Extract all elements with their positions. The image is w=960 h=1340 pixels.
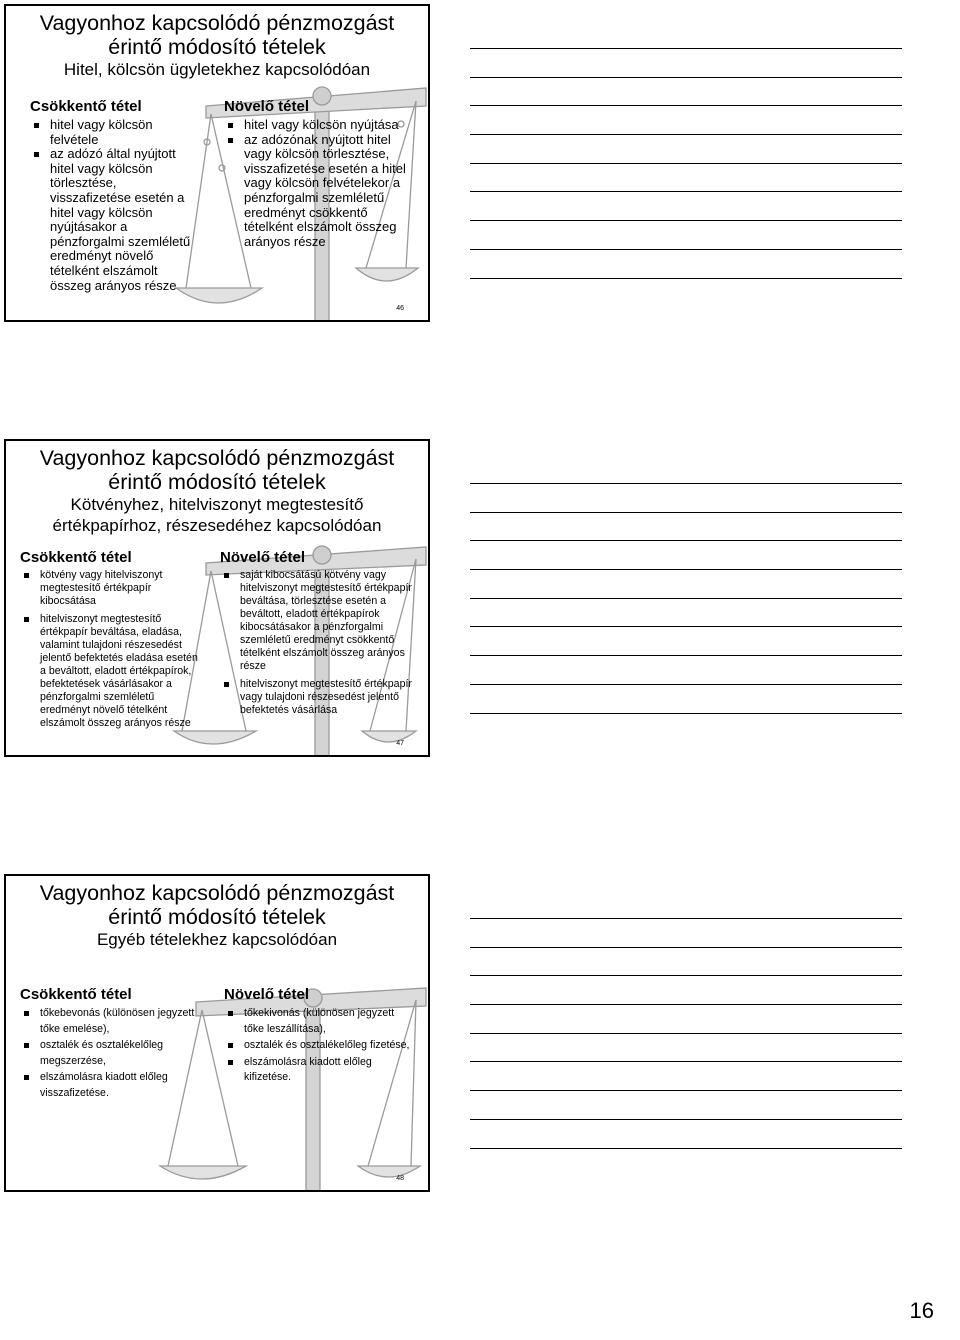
- note-line: [470, 1090, 902, 1091]
- notes-lines: [470, 918, 902, 1176]
- slide-number: 46: [396, 305, 404, 312]
- column-heading: Csökkentő tétel: [30, 98, 142, 115]
- note-line: [470, 278, 902, 279]
- list-item: hitelviszonyt megtestesítő értékpapír vagy tulajdoni részesedést jelentő befektetés vásárlása: [220, 678, 420, 717]
- note-line: [470, 163, 902, 164]
- notes-lines: [470, 483, 902, 741]
- increasing-items-column: [220, 549, 420, 722]
- slide-subtitle-line: értékpapírhoz, részesedéhez kapcsolódóan: [52, 516, 382, 535]
- slide-title-line: Vagyonhoz kapcsolódó pénzmozgást: [39, 881, 395, 905]
- increasing-items-column: [224, 986, 414, 1087]
- list-item: tőkekivonás (különösen jegyzett tőke leszállítása),: [224, 1006, 414, 1037]
- column-heading: Növelő tétel: [224, 98, 310, 115]
- list-item: saját kibocsátású kötvény vagy hitelviszonyt megtestesítő értékpapír beváltása, törlesztése esetén a beváltott, eladott értékpapírok kibocsátásakor a pénzforgalmi szemléletű eredményt csökkentő tételként elszámolt összeg arányos része: [220, 569, 420, 673]
- note-line: [470, 975, 902, 976]
- decreasing-items-column: [20, 986, 200, 1102]
- decreasing-items-column: [30, 98, 200, 293]
- note-line: [470, 48, 902, 49]
- list-item: osztalék és osztalékelőleg fizetése,: [224, 1038, 414, 1054]
- slide-47: [4, 439, 430, 757]
- slide-46: [4, 4, 430, 322]
- note-line: [470, 1061, 902, 1062]
- note-line: [470, 1004, 902, 1005]
- list-item: osztalék és osztalékelőleg megszerzése,: [20, 1038, 200, 1069]
- note-line: [470, 105, 902, 106]
- column-heading: Csökkentő tétel: [20, 986, 132, 1003]
- page-number: 16: [909, 1298, 934, 1323]
- list-item: tőkebevonás (különösen jegyzett tőke emelése),: [20, 1006, 200, 1037]
- slide-number: 48: [396, 1175, 404, 1182]
- slide-subtitle-line: Kötvényhez, hitelviszonyt megtestesítő: [70, 495, 364, 514]
- note-line: [470, 540, 902, 541]
- list-item: kötvény vagy hitelviszonyt megtestesítő értékpapír kibocsátása: [20, 569, 200, 608]
- slide-subtitle-line: Egyéb tételekhez kapcsolódóan: [96, 930, 338, 949]
- note-line: [470, 483, 902, 484]
- list-item: elszámolásra kiadott előleg kifizetése.: [224, 1055, 414, 1086]
- decreasing-items-column: [20, 549, 200, 735]
- slide-title-line: érintő módosító tételek: [108, 905, 326, 929]
- note-line: [470, 918, 902, 919]
- note-line: [470, 134, 902, 135]
- note-line: [470, 220, 902, 221]
- slide-title-line: Vagyonhoz kapcsolódó pénzmozgást: [39, 11, 395, 35]
- list-item: az adózónak nyújtott hitel vagy kölcsön törlesztése, visszafizetése esetén a hitel vagy kölcsön felvételekor a pénzforgalmi szemléletű eredményt csökkentő tételként elszámolt összeg arányos része: [224, 133, 414, 250]
- slide-title-line: érintő módosító tételek: [108, 35, 326, 59]
- list-item: az adózó által nyújtott hitel vagy kölcsön törlesztése, visszafizetése esetén a hitel vagy kölcsön nyújtásakor a pénzforgalmi szemléletű eredményt növelő tételként elszámolt összeg arányos része: [30, 147, 200, 293]
- note-line: [470, 249, 902, 250]
- list-item: hitel vagy kölcsön felvétele: [30, 118, 200, 147]
- note-line: [470, 1148, 902, 1149]
- list-item: elszámolásra kiadott előleg visszafizetése.: [20, 1070, 200, 1101]
- note-line: [470, 947, 902, 948]
- slide-title-line: érintő módosító tételek: [108, 470, 326, 494]
- slide-title-line: Vagyonhoz kapcsolódó pénzmozgást: [39, 446, 395, 470]
- notes-lines: [470, 48, 902, 306]
- slide-48: [4, 874, 430, 1192]
- column-heading: Csökkentő tétel: [20, 549, 132, 566]
- increasing-items-column: [224, 98, 414, 249]
- list-item: hitelviszonyt megtestesítő értékpapír beváltása, eladása, valamint tulajdoni részesedést jelentő befektetés eladása esetén a beváltott, eladott értékpapírok, befektetések vásárlásakor a pénzforgalmi szemléletű eredményt növelő tételként elszámolt összeg arányos része: [20, 613, 200, 730]
- note-line: [470, 77, 902, 78]
- note-line: [470, 684, 902, 685]
- note-line: [470, 655, 902, 656]
- note-line: [470, 598, 902, 599]
- note-line: [470, 713, 902, 714]
- note-line: [470, 191, 902, 192]
- column-heading: Növelő tétel: [224, 986, 310, 1003]
- slide-subtitle-line: Hitel, kölcsön ügyletekhez kapcsolódóan: [63, 60, 371, 79]
- column-heading: Növelő tétel: [220, 549, 306, 566]
- list-item: hitel vagy kölcsön nyújtása: [224, 118, 414, 133]
- note-line: [470, 569, 902, 570]
- note-line: [470, 1119, 902, 1120]
- note-line: [470, 1033, 902, 1034]
- slide-number: 47: [396, 740, 404, 747]
- note-line: [470, 626, 902, 627]
- note-line: [470, 512, 902, 513]
